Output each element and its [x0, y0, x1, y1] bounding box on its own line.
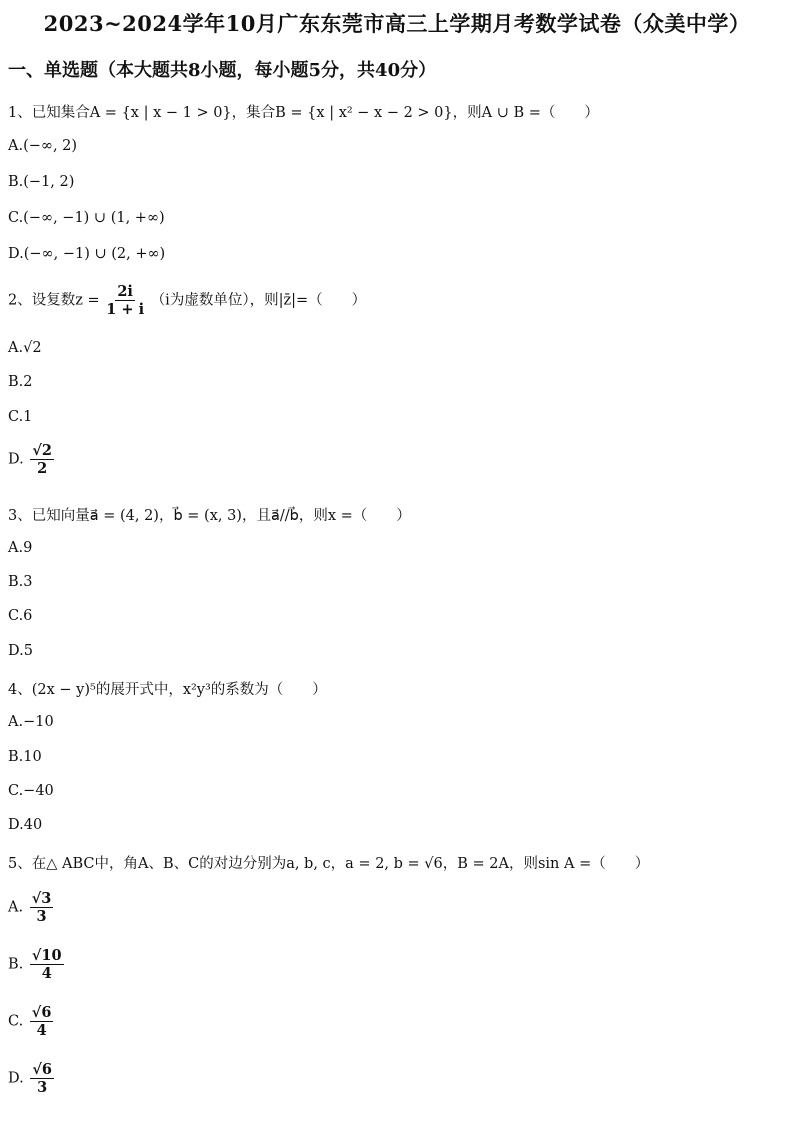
question-4-stem: 4、(2x − y)⁵的展开式中，x²y³的系数为（ ） — [8, 682, 327, 698]
question-4-option-a: A.−10 — [8, 714, 54, 730]
option-label: C. — [8, 1013, 24, 1030]
question-1-option-d: D.(−∞, −1) ∪ (2, +∞) — [8, 246, 166, 262]
question-1-stem: 1、已知集合A = {x | x − 1 > 0}，集合B = {x | x² − x − 2 > 0}，则A ∪ B =（ ） — [8, 105, 599, 121]
question-5-option-a — [8, 891, 55, 924]
fraction-numerator: 2i — [117, 283, 133, 300]
exam-title: 2023~2024学年10月广东东莞市高三上学期月考数学试卷（众美中学） — [43, 11, 751, 36]
option-fraction — [30, 1062, 54, 1095]
fraction-denominator: 1 + i — [106, 301, 145, 319]
option-fraction — [30, 1005, 54, 1038]
fraction-numerator: √6 — [32, 1061, 52, 1078]
fraction-denominator: 3 — [37, 1079, 48, 1097]
fraction-denominator: 2 — [37, 460, 48, 478]
question-2-fraction — [106, 284, 144, 317]
question-5-option-c — [8, 1005, 55, 1038]
section-heading: 一、单选题（本大题共8小题，每小题5分，共40分） — [8, 60, 437, 81]
question-5-option-b — [8, 948, 66, 981]
option-fraction — [30, 891, 54, 924]
question-2-option-c: C.1 — [8, 409, 33, 425]
option-fraction — [30, 443, 54, 476]
question-2-stem-suffix: （i为虚数单位），则|z̄|=（ ） — [150, 292, 367, 309]
question-1-option-b: B.(−1, 2) — [8, 174, 75, 190]
fraction-denominator: 3 — [36, 908, 47, 926]
question-4-option-c: C.−40 — [8, 783, 54, 799]
question-2-stem-prefix: 2、设复数z = — [8, 292, 100, 309]
question-2-option-b: B.2 — [8, 374, 33, 390]
fraction-numerator: √6 — [31, 1004, 52, 1021]
question-3-option-a: A.9 — [8, 540, 33, 556]
fraction-numerator: √10 — [31, 947, 62, 964]
question-3-option-c: C.6 — [8, 608, 33, 624]
option-label: B. — [8, 956, 24, 973]
option-label: D. — [8, 451, 24, 468]
question-3-option-b: B.3 — [8, 574, 33, 590]
question-2-option-d — [8, 443, 56, 476]
option-label: D. — [8, 1070, 24, 1087]
question-2-option-a: A.√2 — [8, 340, 42, 356]
question-5-stem: 5、在△ ABC中，角A、B、C的对边分别为a, b, c，a = 2, b = √6，B = 2A，则sin A =（ ） — [8, 856, 650, 872]
question-4-option-b: B.10 — [8, 749, 42, 765]
option-fraction — [30, 948, 64, 981]
question-2-stem — [8, 284, 366, 317]
fraction-denominator: 4 — [36, 1022, 47, 1040]
fraction-numerator: √2 — [32, 442, 52, 459]
question-5-option-d — [8, 1062, 56, 1095]
question-4-option-d: D.40 — [8, 817, 43, 833]
question-1-option-c: C.(−∞, −1) ∪ (1, +∞) — [8, 210, 165, 226]
question-1-option-a: A.(−∞, 2) — [8, 138, 78, 154]
fraction-denominator: 4 — [41, 965, 52, 983]
option-label: A. — [8, 899, 24, 916]
fraction-numerator: √3 — [31, 890, 52, 907]
question-3-stem: 3、已知向量a⃗ = (4, 2)，b⃗ = (x, 3)，且a⃗//b⃗，则x =（ ） — [8, 508, 411, 524]
question-3-option-d: D.5 — [8, 643, 33, 659]
